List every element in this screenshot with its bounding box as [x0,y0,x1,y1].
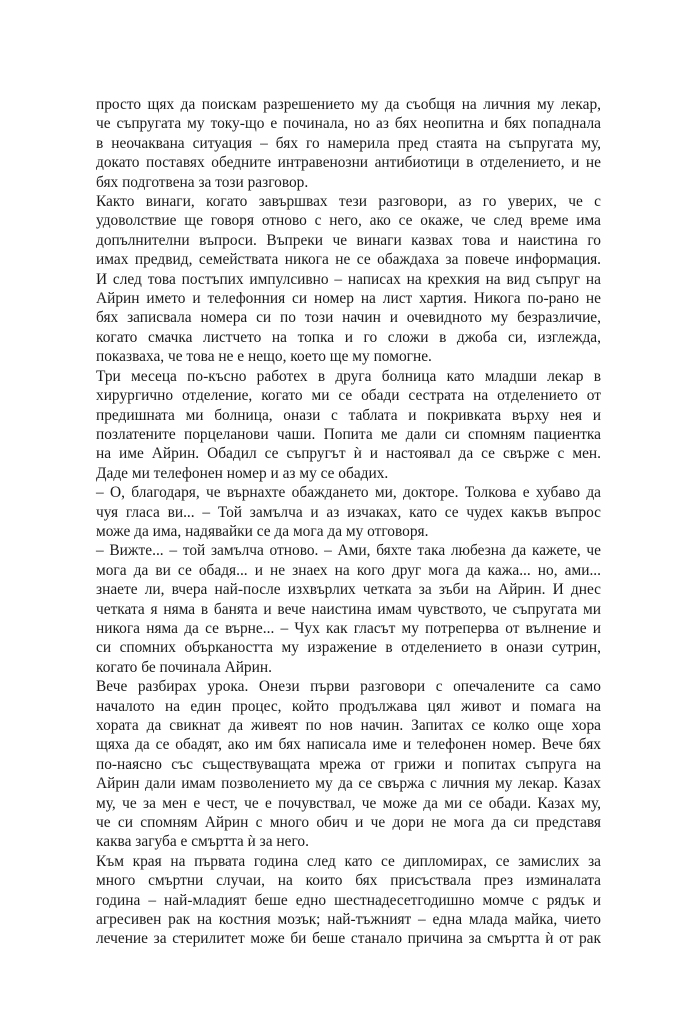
text-line: чуя гласа ви... – Той замълча и аз изчаках, като се чудех какъв въпрос [96,503,601,521]
text-line: никога няма да се върне... – Чух как гласът му потреперва от вълнение и [96,619,601,637]
text-line: на име Айрин. Обадил се съпругът ѝ и настоявал да се свърже с мен. [96,445,601,463]
text-line: – О, благодаря, че върнахте обаждането ми, докторе. Толкова е хубаво да [96,484,601,502]
text-line: – Вижте... – той замълча отново. – Ами, бяхте така любезна да кажете, че [96,542,601,560]
text-line: Към края на първата година след като се дипломирах, се замислих за [96,852,601,870]
text-line: имах предвид, семействата никога не се обаждаха за повече информация. [96,251,601,269]
text-line: докато поставях обедните интравенозни антибиотици в отделението, и не [96,154,601,172]
text-line: му, че за мен е чест, че е почувствал, че може да ми се обади. Казах му, [96,794,601,812]
text-line: бях подготвена за този разговор. [96,173,309,191]
text-line: Три месеца по-късно работех в друга болница като младши лекар в [96,367,601,385]
text-line: знаете ли, вчера най-после изхвърлих четката за зъби на Айрин. И днес [96,581,601,599]
text-line: просто щях да поискам разрешението му да съобщя на личния му лекар, [96,96,601,113]
text-line: щяха да се обадят, ако им бях написала име и телефонен номер. Вече бях [96,736,601,754]
text-line: началото на един процес, който продължава цял живот и помага на [96,697,601,715]
text-line: си спомних объркаността му изражение в отделението в онази сутрин, [96,639,601,657]
text-line: Айрин името и телефонния си номер на лист хартия. Никога по-рано не [96,290,601,308]
text-line: много смъртни случаи, на които бях присъствала през изминалата [96,872,601,890]
text-line: че съпругата му току-що е починала, но аз бях неопитна и бях попаднала [96,115,601,133]
text-line: че си спомням Айрин с много обич и че дори не мога да си представя [96,814,601,832]
text-line: в неочаквана ситуация – бях го намерила пред стаята на съпругата му, [96,134,601,152]
text-line: позлатените порцеланови чаши. Попита ме дали си спомням пациентка [96,425,601,443]
text-line: удоволствие ще говоря отново с него, ако се окаже, че след време има [96,212,601,230]
text-line: хората да свикнат да живеят по нов начин. Запитах се колко още хора [96,717,601,734]
text-line: четката я няма в банята и вече наистина имам чувството, че съпругата ми [96,600,601,618]
text-line: Айрин дали имам позволението му да се свържа с личния му лекар. Казах [96,775,601,793]
text-line: показваха, че това не е нещо, което ще му помогне. [96,348,432,366]
text-line: когато бе починала Айрин. [96,658,272,676]
text-line: когато смачка листчето на топка и го сложи в джоба си, изглежда, [96,328,601,346]
text-line: може да има, надявайки се да мога да му отговоря. [96,522,429,540]
text-line: лечение за стерилитет може би беше станало причина за смъртта ѝ от рак [96,930,601,948]
text-line: допълнителни въпроси. Въпреки че винаги казвах това и наистина го [96,231,601,249]
text-line: година – най-младият беше едно шестнадесетгодишно момче с рядък и [96,891,601,909]
text-line: Вече разбирах урока. Онези първи разговори с опечалените са само [96,678,601,696]
text-line: И след това постъпих импулсивно – написах на крехкия на вид съпруг на [96,270,601,288]
text-line: предишната ми болница, онази с таблата и покривката върху нея и [96,406,601,424]
text-line: мога да ви се обадя... и не знаех на кого друг мога да кажа... но, ами... [96,561,601,579]
text-line: каква загуба е смъртта ѝ за него. [96,833,309,851]
text-line: по-наясно със съществуващата мрежа от грижи и попитах съпруга на [96,755,601,773]
text-line: бях записвала номера си по този начин и очевидното му безразличие, [96,309,601,327]
text-line: агресивен рак на костния мозък; най-тъжният – една млада майка, чието [96,911,601,929]
text-line: Даде ми телефонен номер и аз му се обадих. [96,464,389,482]
document-page [96,95,601,949]
text-line: Както винаги, когато завършвах тези разговори, аз го уверих, че с [96,193,601,211]
text-line: хирургично отделение, когато ми се обади сестрата на отделението от [96,387,601,405]
